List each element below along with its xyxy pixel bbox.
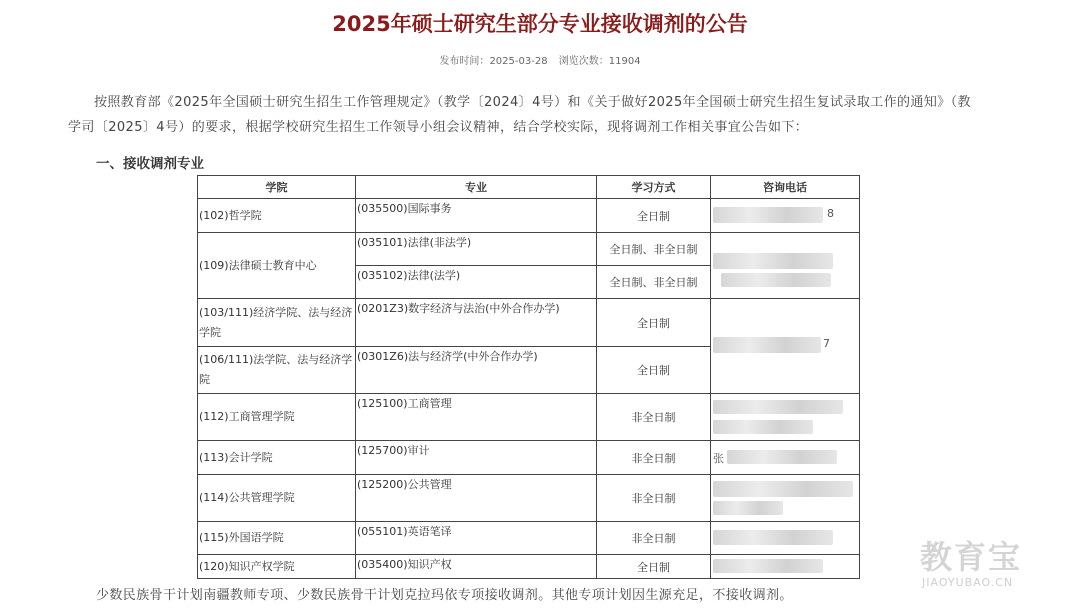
study-mode-cell: 全日制 (597, 555, 711, 579)
study-mode-cell: 全日制 (597, 299, 711, 347)
college-cell: (113)会计学院 (198, 441, 356, 475)
redacted-phone (713, 420, 813, 434)
major-cell: (0201Z3)数字经济与法治(中外合作办学) (356, 299, 597, 347)
major-cell: (125700)审计 (356, 441, 597, 475)
table-row (198, 522, 860, 555)
college-cell: (114)公共管理学院 (198, 475, 356, 522)
study-mode-cell: 非全日制 (597, 441, 711, 475)
study-mode-cell: 非全日制 (597, 475, 711, 522)
header-phone: 咨询电话 (711, 176, 860, 199)
study-mode-cell: 非全日制 (597, 522, 711, 555)
major-cell: (125200)公共管理 (356, 475, 597, 522)
study-mode-cell: 全日制 (597, 199, 711, 233)
college-cell: (115)外国语学院 (198, 522, 356, 555)
college-cell: (106/111)法学院、法与经济学院 (198, 347, 356, 394)
major-cell: (035500)国际事务 (356, 199, 597, 233)
redacted-phone (713, 400, 843, 414)
intro-paragraph: 按照教育部《2025年全国硕士研究生招生工作管理规定》（教学〔2024〕4号）和《关于做好2025年全国硕士研究生招生复试录取工作的通知》（教学司〔2025〕4号）的要求，根据学校研究生招生工作领导小组会议精神，结合学校实际，现将调剂工作相关事宜公告如下： (68, 95, 971, 135)
college-cell: (102)哲学院 (198, 199, 356, 233)
study-mode-cell: 全日制、非全日制 (597, 266, 711, 299)
watermark-domain: JIAOYUBAO.CN (922, 576, 1014, 589)
redacted-phone (713, 337, 821, 353)
published-label: 发布时间： (439, 56, 490, 67)
major-cell: (0301Z6)法与经济学(中外合作办学) (356, 347, 597, 394)
header-major: 专业 (356, 176, 597, 199)
college-cell: (112)工商管理学院 (198, 394, 356, 441)
majors-table (197, 175, 860, 579)
footer-note: 少数民族骨干计划南疆教师专项、少数民族骨干计划克拉玛依专项接收调剂。其他专项计划因生源充足，不接收调剂。 (96, 588, 793, 603)
study-mode-cell: 非全日制 (597, 394, 711, 441)
phone-cell (711, 233, 860, 299)
header-college: 学院 (198, 176, 356, 199)
table-row (198, 299, 860, 347)
phone-cell (711, 299, 860, 394)
table-row (198, 233, 860, 266)
redacted-phone (713, 481, 853, 497)
major-cell: (035400)知识产权 (356, 555, 597, 579)
section-heading: 一、接收调剂专业 (96, 156, 204, 172)
published-date: 发布时间：2025-03-28 (439, 56, 548, 67)
study-mode-cell: 全日制 (597, 347, 711, 394)
page-title: 2025年硕士研究生部分专业接收调剂的公告 (332, 12, 748, 36)
redacted-phone (713, 207, 823, 223)
redacted-phone (727, 450, 837, 464)
college-cell: (120)知识产权学院 (198, 555, 356, 579)
phone-cell (711, 555, 860, 579)
redacted-phone (713, 530, 833, 545)
phone-cell (711, 475, 860, 522)
college-cell: (109)法律硕士教育中心 (198, 233, 356, 299)
major-cell: (035102)法律(法学) (356, 266, 597, 299)
phone-cell (711, 522, 860, 555)
table-header-row (198, 176, 860, 199)
phone-fragment: 7 (823, 337, 830, 350)
table-row (198, 199, 860, 233)
major-cell: (055101)英语笔译 (356, 522, 597, 555)
site-watermark (920, 532, 1060, 596)
redacted-phone (721, 273, 831, 287)
table-row (198, 394, 860, 441)
redacted-phone (713, 501, 783, 515)
phone-cell (711, 441, 860, 475)
phone-fragment: 张 (713, 452, 724, 465)
redacted-phone (713, 253, 833, 269)
table-row (198, 441, 860, 475)
header-study-mode: 学习方式 (597, 176, 711, 199)
phone-fragment: 8 (827, 207, 834, 220)
redacted-phone (713, 559, 823, 573)
table-row (198, 475, 860, 522)
college-cell: (103/111)经济学院、法与经济学院 (198, 299, 356, 347)
major-cell: (125100)工商管理 (356, 394, 597, 441)
article-meta (0, 52, 1080, 67)
view-count: 浏览次数：11904 (558, 56, 641, 67)
major-cell: (035101)法律(非法学) (356, 233, 597, 266)
study-mode-cell: 全日制、非全日制 (597, 233, 711, 266)
phone-cell (711, 199, 860, 233)
views-label: 浏览次数： (558, 56, 609, 67)
phone-cell (711, 394, 860, 441)
table-row (198, 555, 860, 579)
watermark-logo-text: 教育宝 (920, 538, 1023, 576)
